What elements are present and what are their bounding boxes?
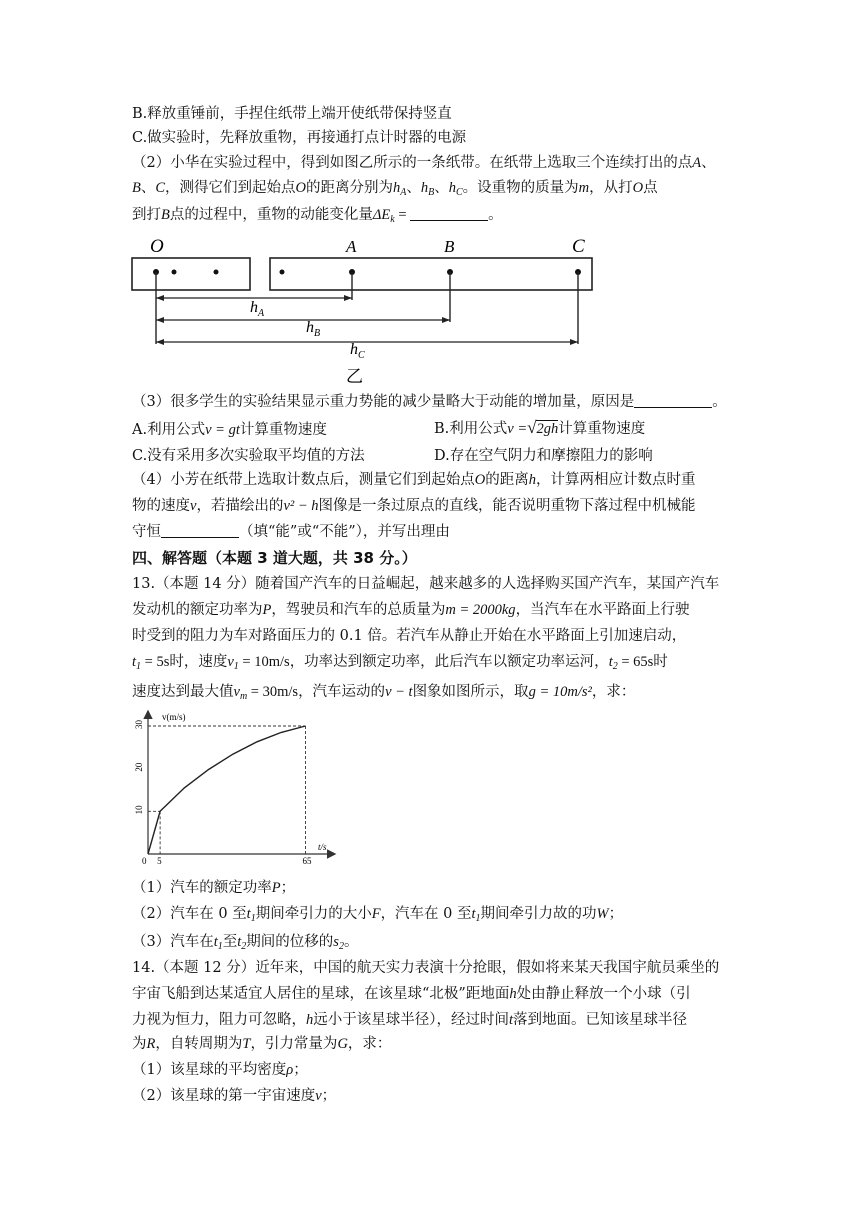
y-tick-label: 30 [134, 720, 144, 729]
p13-line4: $t_1 = 5s$时，速度$v_1 = 10m/s$，功率达到额定功率，此后汽车以额定功率运河，$t_2 = 65s$时 [132, 654, 668, 672]
tape-point-o: O [150, 236, 164, 257]
q3-options-ab: A.利用公式v = gt计算重物速度 [132, 422, 327, 438]
p13-line3: 时受到的阻力为车对路面压力的 0.1 倍。若汽车从静止开始在水平路面上引加速启动， [132, 628, 687, 644]
answer-blank-ek[interactable] [410, 206, 488, 221]
answer-blank-q3[interactable] [634, 393, 712, 408]
q2-line3: 到打B点的过程中，重物的动能变化量$\Delta E_k$ = 。 [132, 207, 503, 225]
x-tick-label: 5 [157, 856, 162, 866]
q2-line2: B、C，测得它们到起始点O的距离分别为$h_A$、$h_B$、$h_C$。设重物的质量为m，从打O点 [132, 180, 658, 198]
y-tick-label: 20 [134, 762, 144, 772]
x-tick-label: 65 [302, 856, 312, 866]
p14-line2: 宇宙飞船到达某适宜人居住的星球，在该星球“北极”距地面h处由静止释放一个小球（引 [132, 986, 691, 1002]
x-axis-label: t/s [318, 842, 327, 852]
x-tick-label: 0 [142, 856, 147, 866]
p14-sub2: （2）该星球的第一宇宙速度v； [132, 1088, 337, 1104]
p13-line2: 发动机的额定功率为P，驾驶员和汽车的总质量为m = 2000kg，当汽车在水平路面上行驶 [132, 602, 690, 618]
tape-caption: 乙 [346, 367, 363, 386]
tape-point-a: A [346, 237, 357, 256]
paper-tape-figure [128, 236, 608, 388]
p13-sub3: （3）汽车在$t_1$至$t_2$期间的位移的$s_2$。 [132, 934, 359, 952]
p14-line4: 为R，自转周期为T，引力常量为G，求： [132, 1036, 392, 1052]
velocity-time-chart [128, 706, 342, 866]
tape-point-c: C [572, 236, 585, 257]
dim-ha: $h_A$ [250, 299, 265, 319]
p14-line1: 14.（本题 12 分）近年来，中国的航天实力表演十分抢眼，假如将来某天我国宇航员乘坐的 [132, 960, 720, 976]
q4-line1: （4）小芳在纸带上选取计数点后，测量它们到起始点O的距离h，计算两相应计数点时重 [132, 472, 696, 488]
option-c-line: C.做实验时，先释放重物，再接通打点计时器的电源 [132, 130, 467, 146]
velocity-curve [148, 726, 306, 854]
p13-sub1: （1）汽车的额定功率P； [132, 880, 296, 896]
q4-line2: 物的速度v，若描绘出的v² − h图像是一条过原点的直线，能否说明重物下落过程中机械能 [132, 498, 696, 514]
section-heading: 四、解答题（本题 3 道大题，共 38 分。） [132, 549, 417, 567]
dim-hc: $h_C$ [350, 341, 365, 361]
q3-option-c: C.没有采用多次实验取平均值的方法 [132, 448, 365, 464]
q4-line3: 守恒 （填“能”或“不能”），并写出理由 [132, 524, 450, 540]
p13-line5: 速度达到最大值$v_m = 30m/s$，汽车运动的v − t图象如图所示，取g = 10m/s²，求： [132, 684, 636, 702]
q3-option-d: D.存在空气阴力和摩擦阻力的影响 [434, 448, 653, 464]
y-axis-label: v(m/s) [162, 712, 186, 722]
tape-point-b: B [444, 237, 455, 256]
q3-option-b: B.利用公式v =√2gh计算重物速度 [434, 418, 646, 437]
option-b-line: B.释放重锤前，手捏住纸带上端开使纸带保持竖直 [132, 106, 452, 122]
answer-blank-q4[interactable] [161, 523, 239, 538]
p14-sub1: （1）该星球的平均密度ρ； [132, 1062, 308, 1078]
y-tick-label: 10 [134, 805, 144, 815]
dim-hb: $h_B$ [306, 319, 321, 339]
p13-sub2: （2）汽车在 0 至$t_1$期间牵引力的大小F，汽车在 0 至$t_1$期间牵引力故的功W； [132, 906, 624, 924]
p13-line1: 13.（本题 14 分）随着国产汽车的日益崛起，越来越多的人选择购买国产汽车，某国产汽车 [132, 576, 720, 592]
q3-line: （3）很多学生的实验结果显示重力势能的减少量略大于动能的增加量，原因是 。 [132, 394, 727, 410]
p14-line3: 力视为恒力，阻力可忽略，h远小于该星球半径），经过时间t落到地面。已知该星球半径 [132, 1012, 688, 1028]
q2-line1: （2）小华在实验过程中，得到如图乙所示的一条纸带。在纸带上选取三个连续打出的点A、 [132, 155, 716, 171]
